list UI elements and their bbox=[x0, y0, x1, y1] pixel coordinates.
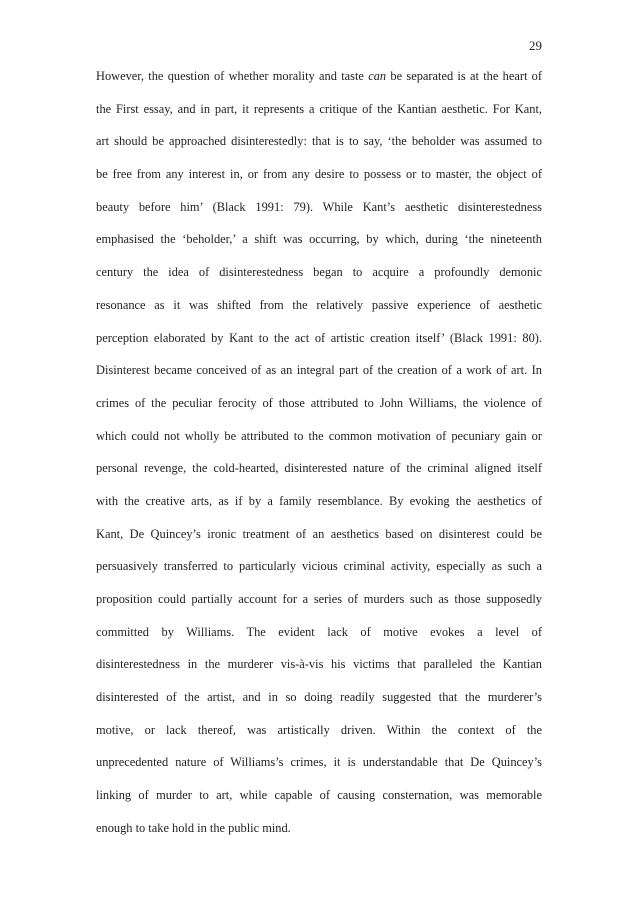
text-line: unprecedented nature of Williams’s crimes, it is understandable that De Quincey’s bbox=[96, 755, 542, 770]
text-line: motive, or lack thereof, was artistically driven. Within the context of the bbox=[96, 722, 542, 737]
text-line: perception elaborated by Kant to the act of artistic creation itself’ (Black 1991: 80). bbox=[96, 330, 542, 345]
text-line: personal revenge, the cold-hearted, disinterested nature of the criminal aligned itself bbox=[96, 461, 542, 476]
text-line: persuasively transferred to particularly vicious criminal activity, especially as such a bbox=[96, 559, 542, 574]
text-line: proposition could partially account for a series of murders such as those supposedly bbox=[96, 592, 542, 606]
body-paragraph bbox=[96, 68, 542, 853]
text-line: committed by Williams. The evident lack of motive evokes a level of bbox=[96, 624, 542, 639]
text-line: beauty before him’ (Black 1991: 79). While Kant’s aesthetic disinterestedness bbox=[96, 199, 542, 214]
text-line: be free from any interest in, or from any desire to possess or to master, the object of bbox=[96, 167, 542, 182]
emphasis-text: can bbox=[368, 69, 387, 83]
text-line: disinterested of the artist, and in so doing readily suggested that the murderer’s bbox=[96, 690, 542, 705]
text-line: which could not wholly be attributed to the common motivation of pecuniary gain or bbox=[96, 428, 542, 443]
text-line: Disinterest became conceived of as an integral part of the creation of a work of art. In bbox=[96, 363, 542, 378]
text-line: However, the question of whether morality and taste can be separated is at the heart of bbox=[96, 69, 542, 83]
text-line: century the idea of disinterestedness began to acquire a profoundly demonic bbox=[96, 265, 542, 280]
text-line: disinterestedness in the murderer vis-à-vis his victims that paralleled the Kantian bbox=[96, 657, 542, 672]
text-line: enough to take hold in the public mind. bbox=[96, 820, 291, 835]
page-number: 29 bbox=[529, 38, 542, 53]
text-line: emphasised the ‘beholder,’ a shift was occurring, by which, during ‘the nineteenth bbox=[96, 232, 542, 247]
text-line: with the creative arts, as if by a family resemblance. By evoking the aesthetics of bbox=[96, 493, 542, 508]
text-line: art should be approached disinterestedly: that is to say, ‘the beholder was assumed to bbox=[96, 134, 542, 149]
text-line: Kant, De Quincey’s ironic treatment of an aesthetics based on disinterest could be bbox=[96, 526, 542, 541]
text-line: crimes of the peculiar ferocity of those attributed to John Williams, the violence of bbox=[96, 395, 542, 410]
text-line: the First essay, and in part, it represents a critique of the Kantian aesthetic. For Kant, bbox=[96, 101, 542, 116]
text-line: linking of murder to art, while capable of causing consternation, was memorable bbox=[96, 788, 542, 803]
text-line: resonance as it was shifted from the relatively passive experience of aesthetic bbox=[96, 297, 542, 312]
